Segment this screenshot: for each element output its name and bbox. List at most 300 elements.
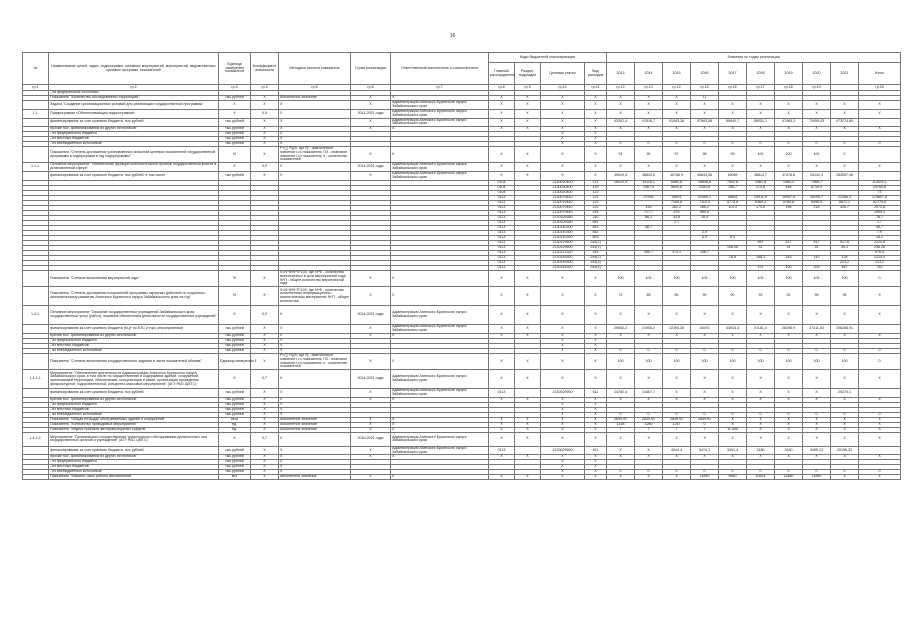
cell-name: Показатель "Общая площадь обслуживаемых зданий и сооружений" <box>49 417 219 422</box>
cell-target: 2130140300 <box>541 226 585 231</box>
cell-vr: X <box>585 127 607 132</box>
cell-unit: тыс.рублей <box>219 407 251 412</box>
cell-year-value: X <box>831 427 859 432</box>
cell-year-value: X <box>775 427 803 432</box>
cell-method: S=N^Ф/N^П*100, где N^Ф - количество выполненных в срок мероприятий года; N^П - общее количество мероприятий года <box>279 271 351 287</box>
cell-coef: X <box>251 127 279 132</box>
cell-year-value: 284057,98 <box>831 172 859 181</box>
cell-year-value: X <box>831 101 859 110</box>
cell-section: X <box>515 427 541 432</box>
cell-year-value: X <box>747 163 775 172</box>
cell-target: 2130140300 <box>541 236 585 241</box>
cell-year-value: 0 <box>719 142 747 147</box>
cell-year-value: 97 <box>663 147 691 163</box>
cell-gp: X <box>489 118 515 127</box>
cell-year-value: X <box>803 397 831 402</box>
cell-year-value: 38814,7 <box>747 172 775 181</box>
cell-unit: X <box>219 370 251 389</box>
cell-name: - из местных бюджетов <box>49 137 219 142</box>
cell-year-value: 0 <box>831 412 859 417</box>
cell-total: X <box>859 475 901 480</box>
cell-year-value: 121 <box>747 266 775 271</box>
cell-coef: 0,9 <box>251 110 279 119</box>
cell-year-value: 5693,8 <box>663 186 691 191</box>
cell-year-value: X <box>803 422 831 427</box>
cell-year-value: 100 <box>831 354 859 370</box>
cell-year-value: X <box>747 422 775 427</box>
header-year: 2020 <box>803 63 831 85</box>
cell-gp: 0113 <box>489 266 515 271</box>
cell-year-value: X <box>719 306 747 325</box>
cell-coef: 0,9 <box>251 306 279 325</box>
cell-vr: X <box>585 397 607 402</box>
cell-year-value: 95 <box>803 287 831 306</box>
table-row <box>23 118 901 127</box>
cell-year-value: 0 <box>775 349 803 354</box>
cell-year-value: 57583,58 <box>691 118 719 127</box>
cell-vr: 244 <box>585 211 607 216</box>
cell-name: прочие тыс. финансирования из других источников: <box>49 127 219 132</box>
cell-unit: тыс.рублей <box>219 127 251 132</box>
cell-vr: 244 <box>585 251 607 256</box>
cell-period: X <box>351 101 391 110</box>
cell-year-value: X <box>747 427 775 432</box>
cell-total <box>859 389 901 398</box>
cell-method: Р=(∑ Rj)/n, где Rj - фактическое значение i-го показателя; ПЗ - плановое значение i-го показателя; n - количество показателей <box>279 147 351 163</box>
cell-year-value: 3180 <box>747 446 775 455</box>
cell-name: прочие тыс. финансирования из других источников: <box>49 455 219 460</box>
cell-name: Мероприятие "Организация и осуществление транспортного обслуживания должностных лиц государственных органов и учреждений" (АГУ РАО ЦМТС) <box>49 432 219 446</box>
cell-year-value: 100 <box>607 271 635 287</box>
cell-unit: тыс.рублей <box>219 412 251 417</box>
cell-year-value: 168,3 <box>747 256 775 261</box>
cell-year-value: 326,7 <box>831 206 859 211</box>
cell-target: 2130029900 <box>541 446 585 455</box>
cell-year-value: 100 <box>803 271 831 287</box>
cell-coef: X <box>251 142 279 147</box>
cell-period: X <box>351 397 391 402</box>
cell-unit: X <box>219 110 251 119</box>
cell-name: - на федеральные источники <box>49 91 219 96</box>
cell-year-value: X <box>747 432 775 446</box>
cell-year-value: X <box>691 334 719 339</box>
cell-year-value: X <box>775 127 803 132</box>
cell-year-value: X <box>775 370 803 389</box>
cell-year-value: X <box>607 96 635 101</box>
cell-no <box>23 287 49 306</box>
cell-year-value: X <box>635 334 663 339</box>
cell-year-value: 128 <box>831 256 859 261</box>
cell-method: X <box>279 110 351 119</box>
cell-coef: X <box>251 325 279 334</box>
cell-target: X <box>541 127 585 132</box>
cell-year-value: X <box>691 389 719 398</box>
header-year: 2016 <box>691 63 719 85</box>
cell-year-value: X <box>607 397 635 402</box>
cell-year-value: X <box>747 306 775 325</box>
cell-year-value: X <box>719 432 747 446</box>
cell-no: 1.1. <box>23 110 49 119</box>
column-number: гр.2 <box>49 85 219 91</box>
table-row <box>23 110 901 119</box>
cell-target: X <box>541 465 585 470</box>
cell-year-value: 7 <box>691 427 719 432</box>
cell-executor: Администрация Агинского Бурятского округа Забайкальского края <box>391 325 489 334</box>
cell-year-value: X <box>803 127 831 132</box>
cell-gp: X <box>489 397 515 402</box>
cell-year-value: 21905,2 <box>635 325 663 334</box>
cell-section: X <box>515 455 541 460</box>
cell-year-value: 90 <box>719 287 747 306</box>
cell-year-value: 85 <box>663 287 691 306</box>
cell-unit: тыс.рублей <box>219 402 251 407</box>
cell-vr: X <box>585 370 607 389</box>
cell-year-value: 33515,3 <box>719 325 747 334</box>
cell-year-value: 41518,7 <box>635 118 663 127</box>
cell-coef: X <box>251 427 279 432</box>
cell-executor: Администрация Агинского Бурятского округа Забайкальского края <box>391 163 489 172</box>
header-year: 2018 <box>747 63 775 85</box>
cell-target: X <box>541 412 585 417</box>
cell-section: X <box>515 334 541 339</box>
cell-year-value: 28196,9 <box>775 325 803 334</box>
cell-name: - из внебюджетных источников <box>49 349 219 354</box>
cell-no <box>23 271 49 287</box>
cell-year-value: X <box>719 110 747 119</box>
cell-year-value: 1561,6 <box>747 181 775 186</box>
cell-section <box>515 389 541 398</box>
cell-year-value: 0 <box>691 142 719 147</box>
cell-year-value: 23011,9 <box>747 196 775 201</box>
cell-year-value: 0 <box>747 142 775 147</box>
cell-no <box>23 325 49 334</box>
cell-year-value: X <box>635 163 663 172</box>
cell-total: 73 <box>859 191 901 196</box>
cell-year-value: X <box>635 110 663 119</box>
cell-year-value: 14782,4 <box>607 389 635 398</box>
cell-year-value: X <box>635 101 663 110</box>
cell-target: 2130079440 <box>541 206 585 211</box>
cell-year-value: 21181,4 <box>747 325 775 334</box>
cell-year-value: 11840 <box>691 475 719 480</box>
cell-no <box>23 101 49 110</box>
cell-year-value: 100 <box>803 147 831 163</box>
cell-gp: X <box>489 163 515 172</box>
cell-year-value: X <box>719 422 747 427</box>
cell-unit: X <box>219 163 251 172</box>
cell-year-value: 3180 <box>775 446 803 455</box>
cell-vr: 852 <box>585 231 607 236</box>
cell-method: X <box>279 172 351 181</box>
cell-name: Показатель "Машино-часы работы автомобилей" <box>49 475 219 480</box>
cell-target: X <box>541 306 585 325</box>
cell-period: 2016-2021 годы <box>351 432 391 446</box>
cell-gp: X <box>489 287 515 306</box>
cell-year-value: 2649,91 <box>691 417 719 422</box>
cell-year-value: 100 <box>635 354 663 370</box>
cell-vr: X <box>585 172 607 181</box>
cell-method: X <box>279 163 351 172</box>
program-indicators-table <box>22 52 901 480</box>
cell-year-value: X <box>663 475 691 480</box>
header-year: 2017 <box>719 63 747 85</box>
cell-year-value: 206288,91 <box>831 325 859 334</box>
cell-year-value: 5775,8 <box>719 201 747 206</box>
cell-target: X <box>541 422 585 427</box>
cell-year-value: 0 <box>691 412 719 417</box>
cell-year-value: 100 <box>607 354 635 370</box>
cell-year-value: X <box>663 110 691 119</box>
cell-coef: X <box>251 354 279 370</box>
cell-executor: X <box>391 127 489 132</box>
cell-year-value: X <box>607 455 635 460</box>
cell-period: X <box>351 354 391 370</box>
cell-year-value: X <box>635 455 663 460</box>
cell-year-value: 1280 <box>635 422 663 427</box>
cell-executor: X <box>391 475 489 480</box>
cell-section: X <box>515 325 541 334</box>
cell-unit: X <box>219 306 251 325</box>
cell-gp: X <box>489 422 515 427</box>
cell-year-value: 3474,1 <box>691 446 719 455</box>
cell-year-value: 0 <box>635 349 663 354</box>
cell-name: Показатель "Количество проводимых мероприятий" <box>49 422 219 427</box>
cell-year-value: 100 <box>775 354 803 370</box>
cell-year-value: X <box>691 110 719 119</box>
cell-year-value: 196 <box>775 206 803 211</box>
cell-total: 51775,6 <box>859 201 901 206</box>
cell-year-value: 517 <box>775 241 803 246</box>
cell-year-value: X <box>663 96 691 101</box>
column-number: гр.4 <box>251 85 279 91</box>
cell-unit: тыс.рублей <box>219 397 251 402</box>
cell-unit: тыс.рублей <box>219 339 251 344</box>
cell-target: X <box>541 455 585 460</box>
column-number: гр.7 <box>391 85 489 91</box>
cell-year-value: X <box>831 370 859 389</box>
cell-vr: 851 <box>585 221 607 226</box>
cell-executor: X <box>391 354 489 370</box>
column-number: гр.11 <box>585 85 607 91</box>
cell-year-value: X <box>775 334 803 339</box>
cell-section: X <box>515 163 541 172</box>
cell-total: 29765,8 <box>859 186 901 191</box>
cell-period: X <box>351 455 391 460</box>
cell-period: X <box>351 96 391 101</box>
cell-total: 2073,8 <box>859 206 901 211</box>
cell-section: X <box>515 96 541 101</box>
cell-year-value: X <box>747 334 775 339</box>
cell-year-value: X <box>747 389 775 398</box>
cell-method: X <box>279 455 351 460</box>
cell-year-value: 0 <box>775 412 803 417</box>
cell-coef: X <box>251 147 279 163</box>
cell-year-value: 455,7 <box>635 251 663 256</box>
table-row <box>23 446 901 455</box>
cell-vr: 853 <box>585 236 607 241</box>
cell-vr: 611 <box>585 389 607 398</box>
cell-year-value: X <box>747 127 775 132</box>
cell-year-value: 90 <box>691 287 719 306</box>
cell-year-value: X <box>803 110 831 119</box>
cell-year-value: X <box>663 101 691 110</box>
cell-year-value: 7 <box>607 427 635 432</box>
cell-year-value: 100 <box>691 271 719 287</box>
cell-section: X <box>515 354 541 370</box>
cell-coef: X <box>251 137 279 142</box>
cell-period: X <box>351 475 391 480</box>
cell-year-value: 14467,7 <box>635 389 663 398</box>
cell-section: X <box>515 475 541 480</box>
cell-year-value: 39848,8 <box>691 181 719 186</box>
cell-year-value: 416 <box>635 206 663 211</box>
cell-year-value: 143 <box>803 256 831 261</box>
cell-name: прочие тыс. финансирования из других источников: <box>49 334 219 339</box>
cell-year-value: 18030,9 <box>607 181 635 186</box>
cell-year-value: 59640,7 <box>719 118 747 127</box>
cell-target: X <box>541 407 585 412</box>
cell-year-value: 100 <box>719 354 747 370</box>
cell-year-value: 39519,3 <box>607 172 635 181</box>
cell-gp: 0113 <box>489 231 515 236</box>
header-name: Наименование целей, задач, подпрограмм, основных мероприятий, мероприятий, ведомственных целевых программ, показателей <box>49 53 219 85</box>
cell-period: X <box>351 118 391 127</box>
cell-year-value: 43302,4 <box>607 118 635 127</box>
cell-target: 2130109280 <box>541 216 585 221</box>
cell-year-value: X <box>607 334 635 339</box>
column-number: гр.1 <box>23 85 49 91</box>
cell-year-value: 473274,89 <box>831 118 859 127</box>
cell-year-value: X <box>691 397 719 402</box>
cell-coef: X <box>251 389 279 398</box>
cell-gp: 0113 <box>489 251 515 256</box>
cell-vr: X <box>585 465 607 470</box>
cell-total: X <box>859 110 901 119</box>
cell-year-value: X <box>691 163 719 172</box>
cell-unit: % <box>219 271 251 287</box>
cell-year-value: 7115,4 <box>691 201 719 206</box>
header-year: 2021 <box>831 63 859 85</box>
cell-method: X <box>279 370 351 389</box>
cell-gp: X <box>489 354 515 370</box>
cell-vr: 129 <box>585 201 607 206</box>
cell-method: X <box>279 432 351 446</box>
cell-gp: 0113 <box>489 216 515 221</box>
table-row <box>23 389 901 398</box>
cell-unit: X <box>219 101 251 110</box>
cell-no: 1.4.1.2. <box>23 432 49 446</box>
cell-total: X <box>859 370 901 389</box>
cell-year-value: 100 <box>803 354 831 370</box>
cell-coef: X <box>251 172 279 181</box>
cell-year-value: X <box>831 306 859 325</box>
cell-year-value: 1,7 <box>663 221 691 226</box>
cell-year-value: X <box>719 101 747 110</box>
cell-year-value: 5098,5 <box>803 201 831 206</box>
cell-year-value: 11,000 <box>719 427 747 432</box>
cell-year-value: 72 <box>607 287 635 306</box>
cell-year-value: 51083,38 <box>663 118 691 127</box>
column-number: гр.16 <box>719 85 747 91</box>
cell-year-value: 196,7 <box>719 186 747 191</box>
cell-year-value: X <box>719 127 747 132</box>
cell-year-value: 7952,8 <box>719 181 747 186</box>
cell-year-value: 100 <box>831 271 859 287</box>
cell-name: Показатель "Степень выполнения государственного задания в части показателей объема" <box>49 354 219 370</box>
cell-gp: X <box>489 101 515 110</box>
cell-year-value: 957 <box>747 241 775 246</box>
cell-year-value: 47465,3 <box>775 118 803 127</box>
cell-gp: X <box>489 455 515 460</box>
cell-total: X <box>859 101 901 110</box>
cell-executor: X <box>391 455 489 460</box>
cell-year-value: 92 <box>747 287 775 306</box>
cell-year-value: 2454,8 <box>691 186 719 191</box>
cell-executor: X <box>391 147 489 163</box>
cell-year-value: X <box>691 127 719 132</box>
cell-unit: X <box>219 432 251 446</box>
cell-target: X <box>541 96 585 101</box>
cell-coef: X <box>251 412 279 417</box>
cell-unit: тыс.рублей <box>219 349 251 354</box>
cell-method: Абсолютное значение <box>279 427 351 432</box>
cell-executor: X <box>391 422 489 427</box>
table-row <box>23 370 901 389</box>
cell-unit: тыс.рублей <box>219 172 251 181</box>
cell-name: - из местных бюджетов <box>49 344 219 349</box>
cell-name: - из местных бюджетов <box>49 407 219 412</box>
cell-no: 1.1.1. <box>23 163 49 172</box>
cell-target: X <box>541 402 585 407</box>
cell-gp: X <box>489 417 515 422</box>
cell-vr: 244(1) <box>585 246 607 251</box>
cell-year-value: X <box>747 397 775 402</box>
cell-target: X <box>541 397 585 402</box>
cell-year-value: 7 <box>663 427 691 432</box>
header-year: 2014 <box>635 63 663 85</box>
cell-year-value: X <box>775 422 803 427</box>
cell-year-value: 45844,58 <box>691 172 719 181</box>
cell-year-value: 100 <box>775 147 803 163</box>
cell-method: X <box>279 349 351 354</box>
cell-vr: X <box>585 142 607 147</box>
cell-year-value: X <box>747 101 775 110</box>
cell-target: X <box>541 470 585 475</box>
cell-executor: Администрация Агинского Бурятского округа Забайкальского края <box>391 110 489 119</box>
cell-year-value: X <box>635 370 663 389</box>
cell-year-value: X <box>719 334 747 339</box>
cell-year-value: 40768,9 <box>663 172 691 181</box>
cell-total: X <box>859 417 901 422</box>
cell-vr: X <box>585 455 607 460</box>
cell-year-value: 100 <box>775 271 803 287</box>
cell-year-value: 0 <box>691 349 719 354</box>
cell-year-value: X <box>775 101 803 110</box>
cell-coef: X <box>251 287 279 306</box>
cell-year-value: 2,9 <box>691 231 719 236</box>
cell-target: 2130079440 <box>541 196 585 201</box>
cell-year-value: 85 <box>635 287 663 306</box>
cell-year-value: 56051,1 <box>747 118 775 127</box>
cell-year-value: 0 <box>719 412 747 417</box>
cell-executor: X <box>391 417 489 422</box>
cell-period: 2014-2021 годы <box>351 163 391 172</box>
cell-year-value: X <box>607 110 635 119</box>
cell-year-value: 1438 <box>607 422 635 427</box>
cell-period: X <box>351 271 391 287</box>
column-number: гр.8 <box>489 85 515 91</box>
cell-gp: 0113 <box>489 221 515 226</box>
